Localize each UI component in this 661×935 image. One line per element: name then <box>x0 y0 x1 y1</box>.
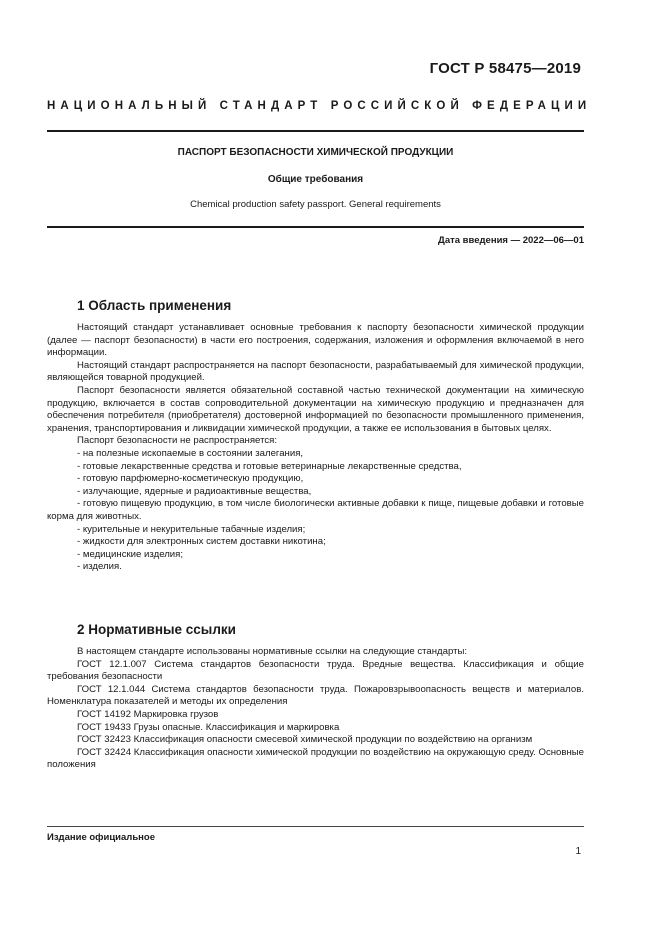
reference-entry: ГОСТ 32424 Классификация опасности химической продукции по воздействию на окружающую среду. Основные положения <box>47 746 584 771</box>
document-subtitle: Общие требования <box>267 174 364 185</box>
paragraph: Паспорт безопасности не распространяется: <box>77 435 278 447</box>
paragraph: Паспорт безопасности является обязательной составной частью технической документации на химическую продукцию, включается в состав сопроводительной документации на химическую продукцию и предназначен для обеспечения потребителя (приобретателя) достоверной информацией по безопасности промышленного применения, хранения, транспортирования и ликвидации химической продукции, а также ее использования в бытовых целях. <box>47 384 584 434</box>
reference-entry: ГОСТ 14192 Маркировка грузов <box>77 708 219 720</box>
paragraph: Настоящий стандарт устанавливает основные требования к паспорту безопасности химической продукции (далее — паспорт безопасности) в части его построения, содержания, изложения и оформления включаемой в него информации. <box>47 322 584 359</box>
paragraph: В настоящем стандарте использованы нормативные ссылки на следующие стандарты: <box>77 646 468 657</box>
reference-entry: ГОСТ 32423 Классификация опасности смесевой химической продукции по воздействию на организм <box>77 734 533 746</box>
official-edition-label: Издание официальное <box>47 832 155 843</box>
section-normative-references <box>47 622 584 772</box>
list-item: - готовую парфюмерно-косметическую продукцию, <box>77 473 304 485</box>
section-scope <box>47 298 584 574</box>
list-item: - медицинские изделия; <box>77 548 184 560</box>
list-item: - курительные и некурительные табачные изделия; <box>77 523 306 535</box>
document-title-english: Chemical production safety passport. General requirements <box>190 199 441 210</box>
list-item: - изделия. <box>77 561 122 573</box>
section-heading: 2 Нормативные ссылки <box>77 622 236 637</box>
paragraph: Настоящий стандарт распространяется на паспорт безопасности, разрабатываемый для химической продукции, являющейся товарной продукцией. <box>47 359 584 384</box>
reference-entry: ГОСТ 12.1.044 Система стандартов безопасности труда. Пожаровзрывоопасность веществ и материалов. Номенклатура показателей и методы их определения <box>47 683 584 708</box>
page-number: 1 <box>575 846 581 857</box>
reference-entry: ГОСТ 19433 Грузы опасные. Классификация и маркировка <box>77 721 340 733</box>
standard-number: ГОСТ Р 58475—2019 <box>429 60 581 77</box>
introduction-date: Дата введения — 2022—06—01 <box>438 235 584 246</box>
section-heading: 1 Область применения <box>77 298 232 313</box>
document-title: ПАСПОРТ БЕЗОПАСНОСТИ ХИМИЧЕСКОЙ ПРОДУКЦИИ <box>177 147 454 158</box>
list-item: - на полезные ископаемые в состоянии залегания, <box>77 447 304 459</box>
list-item: - готовую пищевую продукцию, в том числе биологически активные добавки к пище, пищевые добавки и готовые корма для животных. <box>47 498 584 522</box>
list-item: - излучающие, ядерные и радиоактивные вещества, <box>77 485 312 497</box>
reference-entry: ГОСТ 12.1.007 Система стандартов безопасности труда. Вредные вещества. Классификация и общие требования безопасности <box>47 658 584 683</box>
footer-divider <box>47 826 584 827</box>
list-item: - жидкости для электронных систем доставки никотина; <box>77 536 326 548</box>
national-standard-banner: НАЦИОНАЛЬНЫЙ СТАНДАРТ РОССИЙСКОЙ ФЕДЕРАЦИИ <box>47 100 592 112</box>
top-divider <box>47 130 584 132</box>
list-item: - готовые лекарственные средства и готовые ветеринарные лекарственные средства, <box>77 460 462 472</box>
title-divider <box>47 226 584 228</box>
